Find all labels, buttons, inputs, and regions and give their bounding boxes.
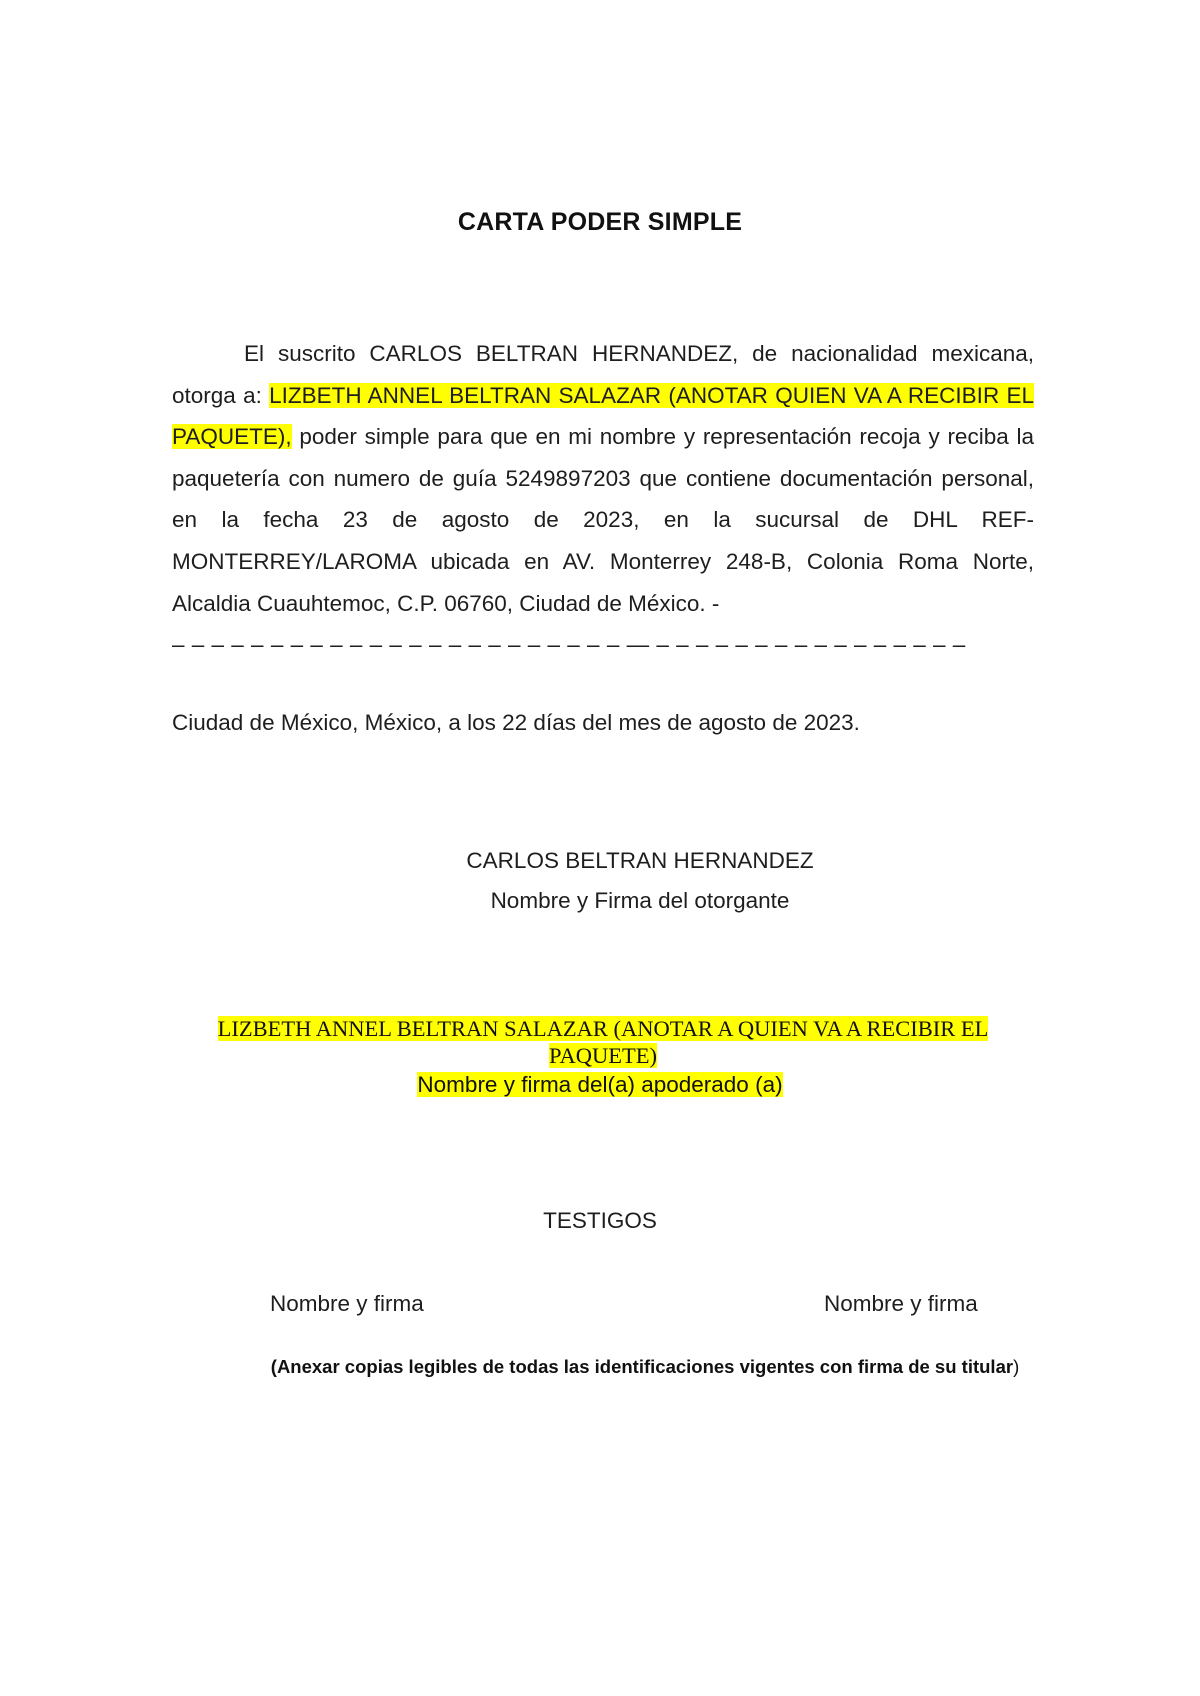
document-title: CARTA PODER SIMPLE — [457, 208, 743, 236]
recipient-highlight: LIZBETH ANNEL BELTRAN SALAZAR (ANOTAR QUIEN VA A RECIBIR EL PAQUETE), — [172, 382, 1034, 450]
grantor-caption: Nombre y Firma del otorgante — [490, 888, 790, 913]
witnesses-heading: TESTIGOS — [543, 1208, 657, 1233]
witness-right-caption: Nombre y firma — [824, 1291, 978, 1316]
annex-note-text: Anexar copias legibles de todas las identificaciones vigentes con firma de su titular — [276, 1356, 1014, 1377]
annex-note — [0, 1356, 1200, 1378]
annex-note-close: ) — [1013, 1356, 1020, 1377]
body-intro: El suscrito CARLOS BELTRAN HERNANDEZ, de nacionalidad mexicana, otorga a: — [172, 341, 1034, 408]
attorney-name: LIZBETH ANNEL BELTRAN SALAZAR (ANOTAR A QUIEN VA A RECIBIR EL PAQUETE) — [217, 1016, 989, 1068]
date-line: Ciudad de México, México, a los 22 días del mes de agosto de 2023. — [172, 710, 860, 735]
attorney-caption: Nombre y firma del(a) apoderado (a) — [417, 1072, 783, 1097]
annex-note-open: ( — [270, 1356, 277, 1377]
witness-left-caption: Nombre y firma — [270, 1291, 424, 1316]
grantor-name: CARLOS BELTRAN HERNANDEZ — [466, 848, 814, 873]
body-rest: poder simple para que en mi nombre y representación recoja y reciba la paquetería con numero de guía 5249897203 que contiene documentación personal, en la fecha 23 de agosto de 2023, en la sucursal de DHL REF- MONTERREY/LAROMA ubicada en AV. Monterrey 248-B, Colonia Roma Norte, Alcaldia Cuauhtemoc, C.P. 06760, Ciudad de México. - — [172, 424, 1034, 616]
attorney-caption-block — [0, 1072, 1200, 1098]
attorney-name-block — [172, 1015, 1034, 1069]
body-paragraph — [172, 333, 1034, 666]
dash-filler-line: – – – – – – – – – – – – – – – – – – – – – – – — – – – – – – – – – – – – – – – – — [172, 632, 966, 658]
